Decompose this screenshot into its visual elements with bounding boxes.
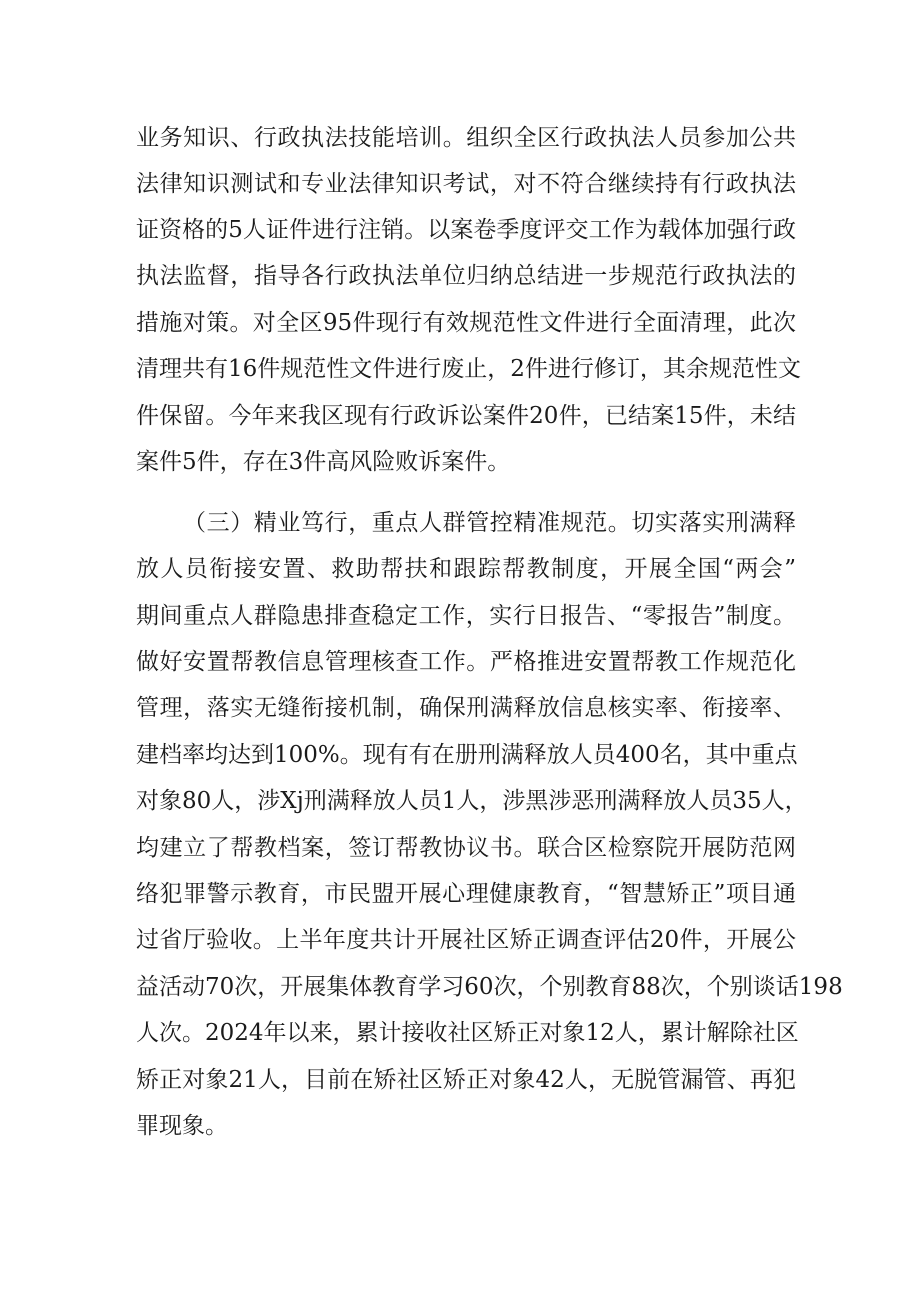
text-line-8: 案件5件，存在3件高风险败诉案件。: [136, 449, 511, 475]
text-line-17: 络犯罪警示教育，市民盟开展心理健康教育，“智慧矫正”项目通: [136, 881, 796, 907]
text-line-4: 执法监督，指导各行政执法单位归纳总结进一步规范行政执法的: [136, 263, 796, 289]
text-line-20: 人次。2024年以来，累计接收社区矫正对象12人，累计解除社区: [136, 1020, 799, 1046]
text-line-1: 业务知识、行政执法技能培训。组织全区行政执法人员参加公共: [136, 125, 796, 151]
text-line-16: 均建立了帮教档案，签订帮教协议书。联合区检察院开展防范网: [136, 835, 796, 861]
text-line-10: 放人员衔接安置、救助帮扶和跟踪帮教制度，开展全国“两会”: [136, 556, 796, 582]
text-line-19: 益活动70次，开展集体教育学习60次，个别教育88次，个别谈话198: [136, 974, 843, 1000]
section-heading-line: （三）精业笃行，重点人群管控精准规范。切实落实刑满释: [183, 510, 796, 536]
text-line-3: 证资格的5人证件进行注销。以案卷季度评交工作为载体加强行政: [136, 217, 796, 243]
text-line-2: 法律知识测试和专业法律知识考试，对不符合继续持有行政执法: [136, 171, 796, 197]
text-line-18: 过省厅验收。上半年度共计开展社区矫正调查评估20件，开展公: [136, 927, 796, 953]
text-line-6: 清理共有16件规范性文件进行废止，2件进行修订，其余规范性文: [136, 356, 801, 382]
text-line-15: 对象80人，涉Xj刑满释放人员1人，涉黑涉恶刑满释放人员35人，: [136, 788, 808, 814]
text-line-14: 建档率均达到100%。现有有在册刑满释放人员400名，其中重点: [136, 742, 798, 768]
text-line-5: 措施对策。对全区95件现行有效规范性文件进行全面清理，此次: [136, 310, 796, 336]
text-line-13: 管理，落实无缝衔接机制，确保刑满释放信息核实率、衔接率、: [136, 695, 796, 721]
text-line-22: 罪现象。: [136, 1113, 228, 1139]
text-line-12: 做好安置帮教信息管理核查工作。严格推进安置帮教工作规范化: [136, 649, 796, 675]
text-line-21: 矫正对象21人，目前在矫社区矫正对象42人，无脱管漏管、再犯: [136, 1067, 796, 1093]
text-line-11: 期间重点人群隐患排查稳定工作，实行日报告、“零报告”制度。: [136, 603, 796, 629]
text-line-7: 件保留。今年来我区现有行政诉讼案件20件，已结案15件，未结: [136, 403, 796, 429]
